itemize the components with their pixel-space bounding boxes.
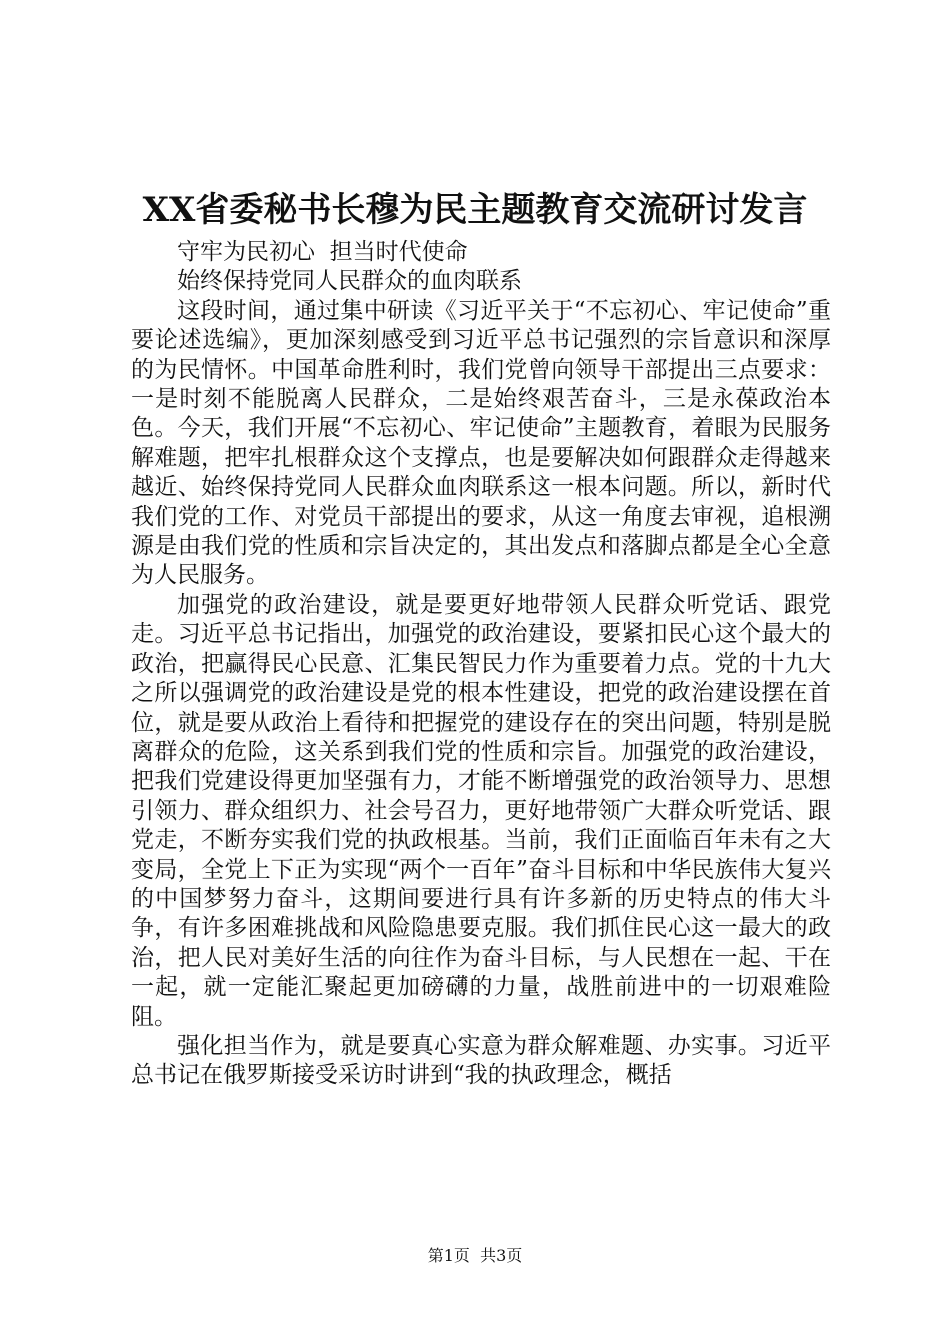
paragraph-1: 这段时间，通过集中研读《习近平关于“不忘初心、牢记使命”重要论述选编》，更加深刻感受到习近平总书记强烈的宗旨意识和深厚的为民情怀。中国革命胜利时，我们党曾向领导干部提出三点要求：一是时刻不能脱离人民群众，二是始终艰苦奋斗，三是永葆政治本色。今天，我们开展“不忘初心、牢记使命”主题教育，着眼为民服务解难题，把牢扎根群众这个支撑点，也是要解决如何跟群众走得越来越近、始终保持党同人民群众血肉联系这一根本问题。所以，新时代我们党的工作、对党员干部提出的要求，从这一角度去审视，追根溯源是由我们党的性质和宗旨决定的，其出发点和落脚点都是全心全意为人民服务。 [131, 297, 831, 589]
document-body [131, 238, 831, 1091]
paragraph-2: 加强党的政治建设，就是要更好地带领人民群众听党话、跟党走。习近平总书记指出，加强党的政治建设，要紧扣民心这个最大的政治，把赢得民心民意、汇集民智民力作为重要着力点。党的十九大之所以强调党的政治建设是党的根本性建设，把党的政治建设摆在首位，就是要从政治上看待和把握党的建设存在的突出问题，特别是脱离群众的危险，这关系到我们党的性质和宗旨。加强党的政治建设，把我们党建设得更加坚强有力，才能不断增强党的政治领导力、思想引领力、群众组织力、社会号召力，更好地带领广大群众听党话、跟党走，不断夯实我们党的执政根基。当前，我们正面临百年未有之大变局，全党上下正为实现“两个一百年”奋斗目标和中华民族伟大复兴的中国梦努力奋斗，这期间要进行具有许多新的历史特点的伟大斗争，有许多困难挑战和风险隐患要克服。我们抓住民心这一最大的政治，把人民对美好生活的向往作为奋斗目标，与人民想在一起、干在一起，就一定能汇聚起更加磅礴的力量，战胜前进中的一切艰难险阻。 [131, 591, 831, 1030]
paragraph-3: 强化担当作为，就是要真心实意为群众解难题、办实事。习近平总书记在俄罗斯接受采访时讲到“我的执政理念，概括 [131, 1032, 831, 1089]
document-title: XX省委秘书长穆为民主题教育交流研讨发言 [142, 190, 808, 230]
subtitle-line-1: 守牢为民初心 担当时代使命 [177, 239, 468, 265]
page-footer: 第1页 共3页 [427, 1246, 523, 1265]
subtitle-line-2: 始终保持党同人民群众的血肉联系 [177, 268, 522, 295]
